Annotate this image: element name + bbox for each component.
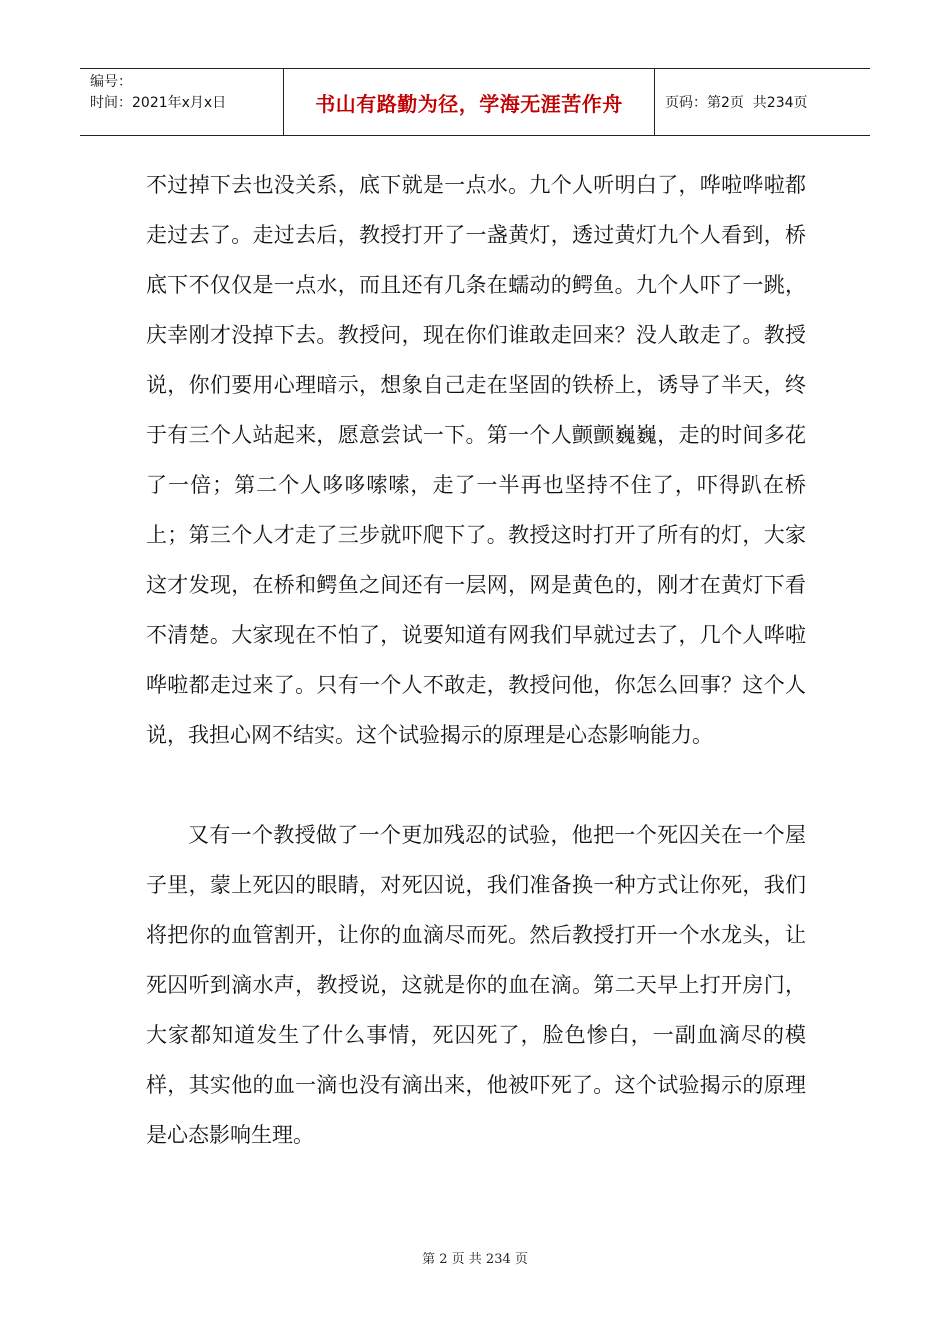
header-page-info xyxy=(655,69,870,135)
page-footer xyxy=(0,1248,950,1267)
body-paragraph-2: 又有一个教授做了一个更加残忍的试验，他把一个死囚关在一个屋子里，蒙上死囚的眼睛，对死囚说，我们准备换一种方式让你死，我们将把你的血管割开，让你的血滴尽而死。然后教授打开一个水龙头，让死囚听到滴水声，教授说，这就是你的血在滴。第二天早上打开房门，大家都知道发生了什么事情，死囚死了，脸色惨白，一副血滴尽的模样，其实他的血一滴也没有滴出来，他被吓死了。这个试验揭示的原理是心态影响生理。 xyxy=(146,823,806,1147)
header-meta xyxy=(80,69,283,135)
document-header xyxy=(80,68,870,136)
time-label: 时间：2021年x月x日 xyxy=(90,95,227,111)
body-paragraph-1: 不过掉下去也没关系，底下就是一点水。九个人听明白了，哗啦哗啦都走过去了。走过去后，教授打开了一盏黄灯，透过黄灯九个人看到，桥底下不仅仅是一点水，而且还有几条在蠕动的鳄鱼。九个人吓了一跳，庆幸刚才没掉下去。教授问，现在你们谁敢走回来？没人敢走了。教授说，你们要用心理暗示，想象自己走在坚固的铁桥上，诱导了半天，终于有三个人站起来，愿意尝试一下。第一个人颤颤巍巍，走的时间多花了一倍；第二个人哆哆嗦嗦，走了一半再也坚持不住了，吓得趴在桥上；第三个人才走了三步就吓爬下了。教授这时打开了所有的灯，大家这才发现，在桥和鳄鱼之间还有一层网，网是黄色的，刚才在黄灯下看不清楚。大家现在不怕了，说要知道有网我们早就过去了，几个人哗啦哗啦都走过来了。只有一个人不敢走，教授问他，你怎么回事？这个人说，我担心网不结实。这个试验揭示的原理是心态影响能力。 xyxy=(146,173,806,747)
header-motto-cell xyxy=(283,69,655,135)
document-body xyxy=(146,160,806,1160)
motto-text: 书山有路勤为径，学海无涯苦作舟 xyxy=(315,91,623,116)
footer-page-number: 第 2 页 共 234 页 xyxy=(422,1252,528,1267)
page-info-text: 页码：第2页 共234页 xyxy=(665,95,808,111)
number-label: 编号： xyxy=(90,74,132,90)
